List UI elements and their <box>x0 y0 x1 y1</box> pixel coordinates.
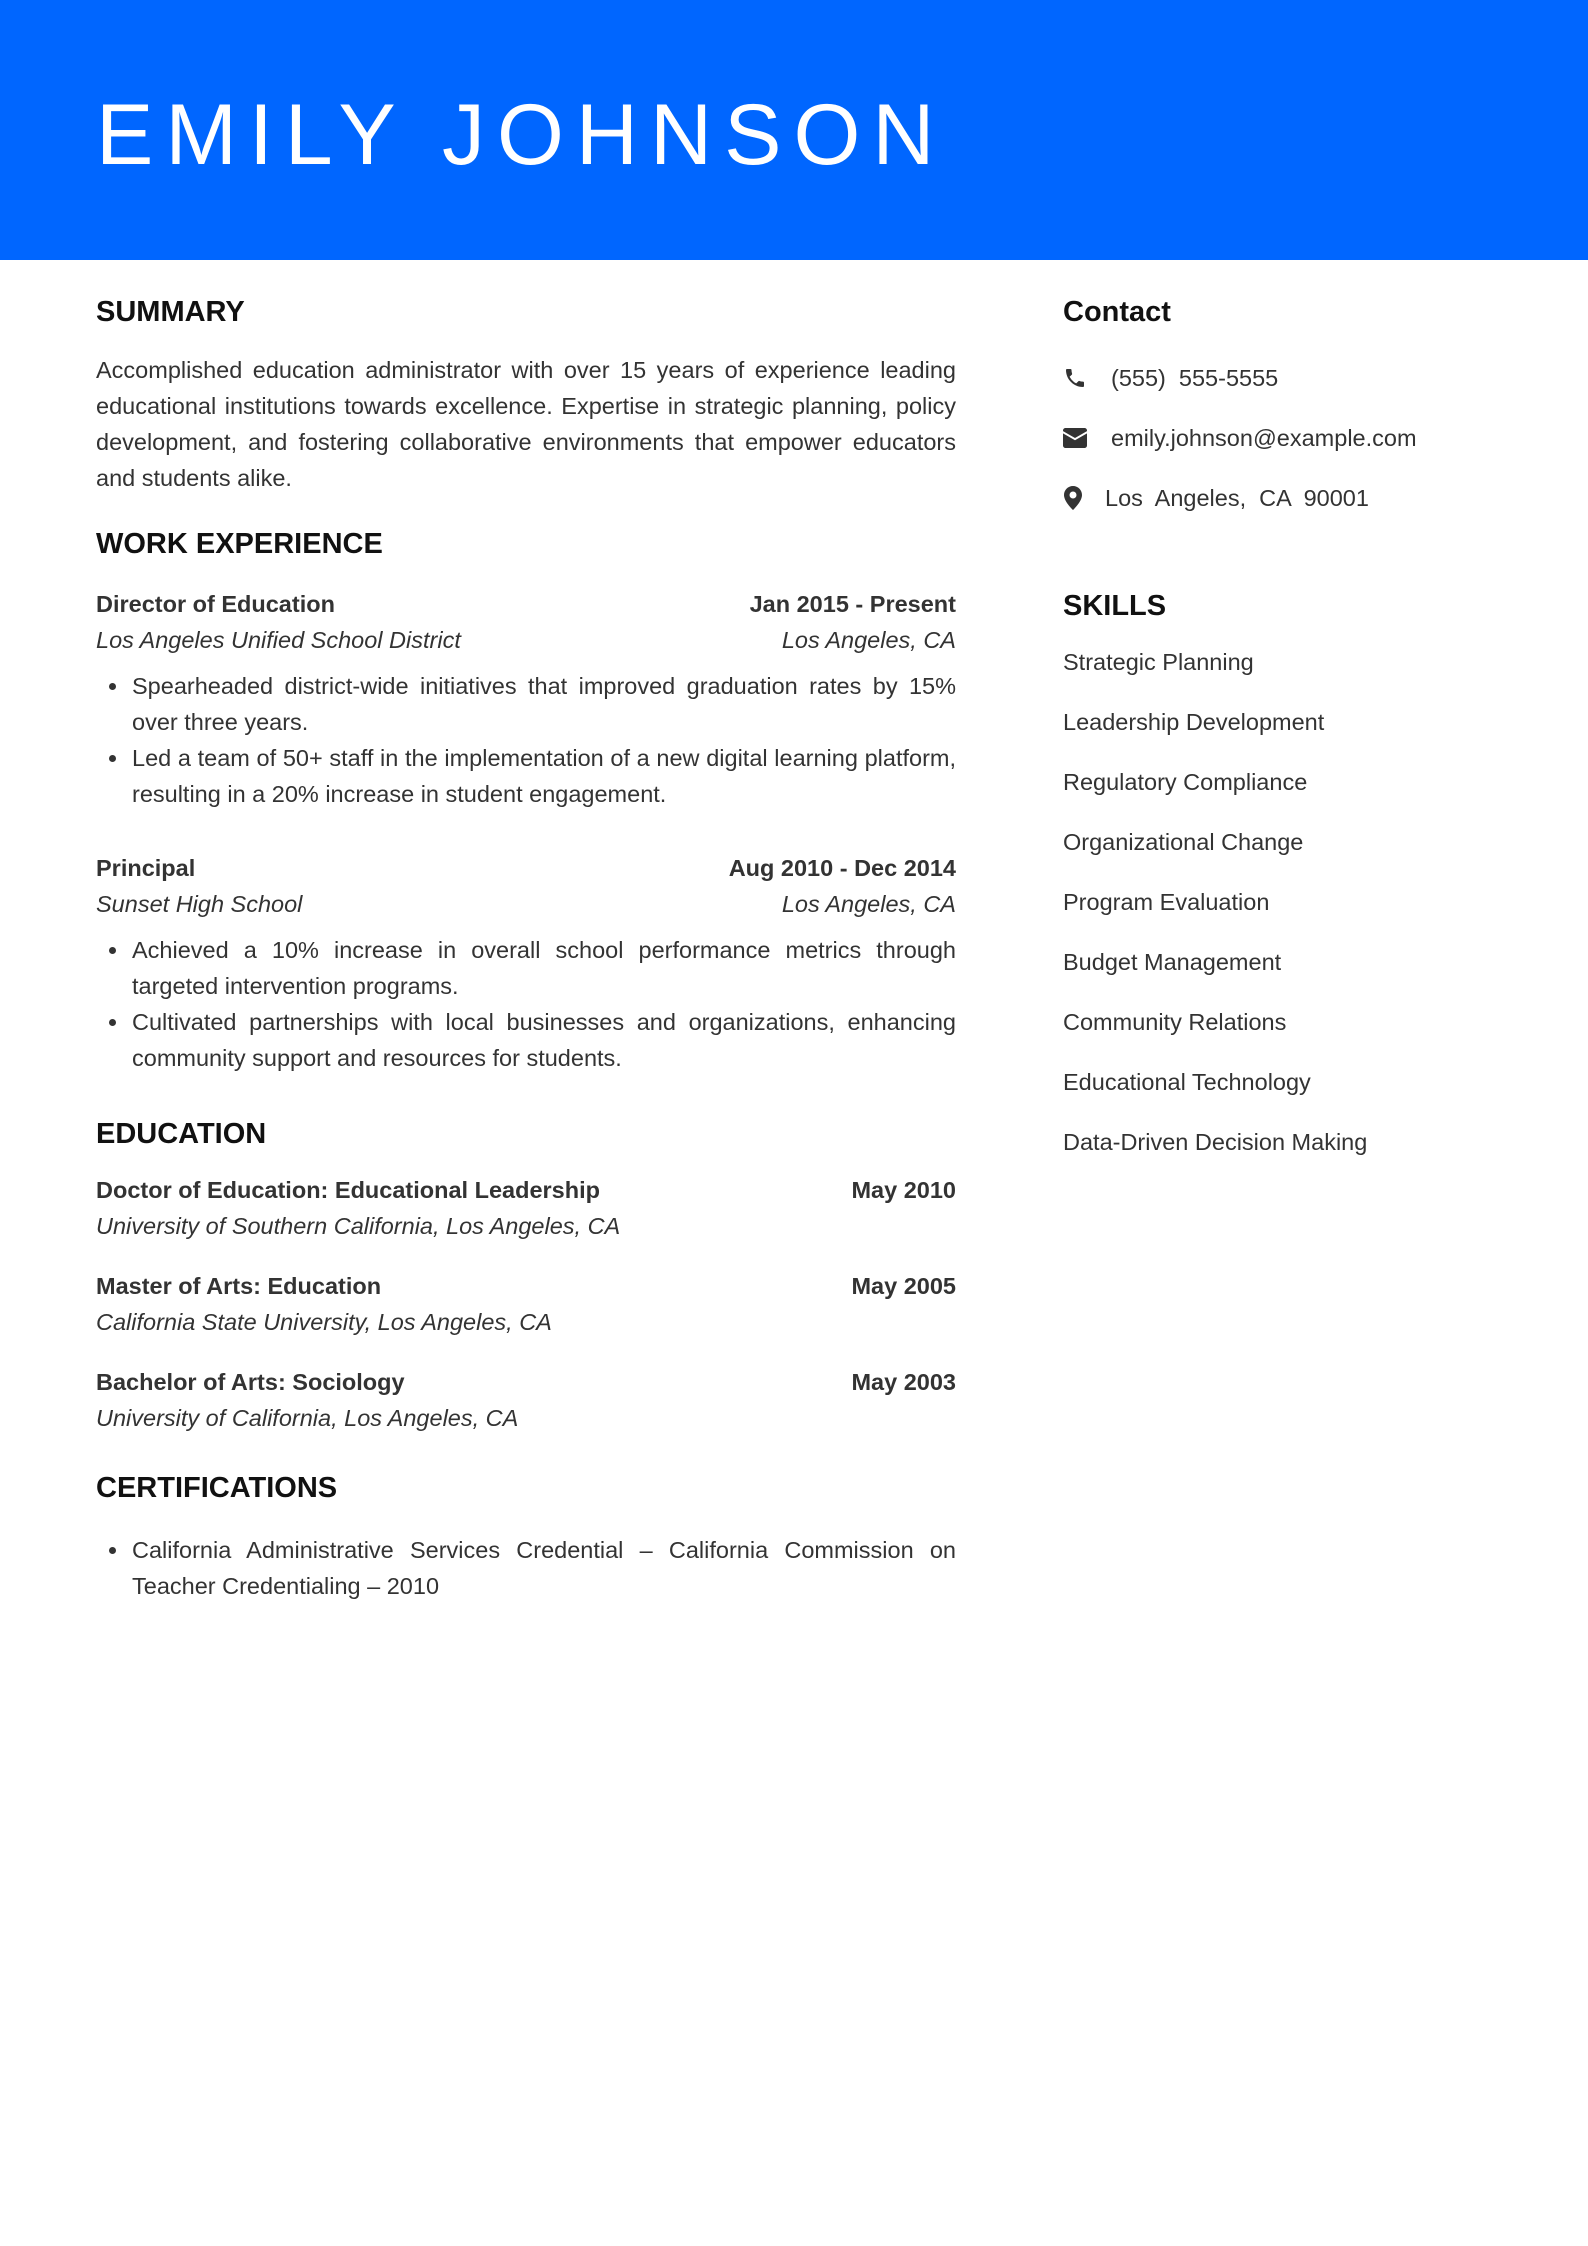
contact-section <box>1063 290 1503 528</box>
job-bullet: Achieved a 10% increase in overall school performance metrics through targeted intervention programs. <box>132 932 956 1004</box>
education-item <box>96 1268 956 1340</box>
degree: Doctor of Education: Educational Leadership <box>96 1177 600 1203</box>
email-address[interactable]: emily.johnson@example.com <box>1111 424 1417 451</box>
skills-section <box>1063 584 1503 1172</box>
skill-item: Program Evaluation <box>1063 889 1270 915</box>
candidate-name: EMILY JOHNSON <box>96 87 947 183</box>
phone-number[interactable]: (555) 555-5555 <box>1111 364 1279 391</box>
job-bullet: Cultivated partnerships with local businesses and organizations, enhancing community support and resources for students. <box>132 1004 956 1076</box>
degree-date: May 2005 <box>851 1273 956 1299</box>
certifications-title: CERTIFICATIONS <box>96 1472 338 1504</box>
contact-location <box>1063 468 1503 528</box>
summary-text: Accomplished education administrator with over 15 years of experience leading educational institutions towards excellence. Expertise in strategic planning, policy development, and fostering collaborative environments that empower educators and students alike. <box>96 357 956 491</box>
skill-item: Organizational Change <box>1063 829 1304 855</box>
skills-list <box>1063 632 1503 1172</box>
degree: Bachelor of Arts: Sociology <box>96 1369 405 1395</box>
job-bullet: Led a team of 50+ staff in the implementation of a new digital learning platform, resulting in a 20% increase in student engagement. <box>132 740 956 812</box>
skill-item: Budget Management <box>1063 949 1282 975</box>
job-entry <box>96 850 956 1076</box>
certification-item: California Administrative Services Credential – California Commission on Teacher Credentialing – 2010 <box>132 1532 956 1604</box>
degree-date: May 2003 <box>851 1369 956 1395</box>
job-organization: Los Angeles Unified School District <box>96 627 461 653</box>
skill-item: Leadership Development <box>1063 709 1325 735</box>
job-organization: Sunset High School <box>96 891 303 917</box>
skill-item: Strategic Planning <box>1063 649 1254 675</box>
contact-phone <box>1063 348 1503 408</box>
school: California State University, Los Angeles, CA <box>96 1309 552 1335</box>
job-entry <box>96 586 956 812</box>
job-role: Principal <box>96 855 196 881</box>
job-location: Los Angeles, CA <box>781 627 956 653</box>
sidebar-column <box>1063 290 1503 1172</box>
map-pin-icon <box>1063 486 1083 510</box>
education-item <box>96 1364 956 1436</box>
envelope-icon <box>1063 426 1087 450</box>
degree: Master of Arts: Education <box>96 1273 382 1299</box>
contact-title: Contact <box>1063 296 1171 328</box>
contact-email <box>1063 408 1503 468</box>
main-column <box>96 290 956 1604</box>
job-bullet: Spearheaded district-wide initiatives that improved graduation rates by 15% over three years. <box>132 668 956 740</box>
job-dates: Aug 2010 - Dec 2014 <box>728 855 956 881</box>
work-experience-title: WORK EXPERIENCE <box>96 528 383 560</box>
school: University of Southern California, Los Angeles, CA <box>96 1213 621 1239</box>
phone-icon <box>1063 366 1087 390</box>
certifications-list <box>96 1532 956 1604</box>
job-bullets <box>96 932 956 1076</box>
work-experience-section <box>96 522 956 1076</box>
education-title: EDUCATION <box>96 1118 267 1150</box>
skill-item: Regulatory Compliance <box>1063 769 1308 795</box>
skill-item: Educational Technology <box>1063 1069 1311 1095</box>
summary-title: SUMMARY <box>96 296 245 328</box>
location-text: Los Angeles, CA 90001 <box>1105 484 1369 511</box>
certifications-section <box>96 1466 956 1604</box>
job-role: Director of Education <box>96 591 335 617</box>
school: University of California, Los Angeles, CA <box>96 1405 519 1431</box>
education-section <box>96 1112 956 1436</box>
skills-title: SKILLS <box>1063 590 1167 622</box>
job-bullets <box>96 668 956 812</box>
skill-item: Community Relations <box>1063 1009 1287 1035</box>
education-item <box>96 1172 956 1244</box>
degree-date: May 2010 <box>851 1177 956 1203</box>
job-location: Los Angeles, CA <box>781 891 956 917</box>
skill-item: Data-Driven Decision Making <box>1063 1129 1368 1155</box>
header-banner <box>0 0 1588 260</box>
job-dates: Jan 2015 - Present <box>749 591 956 617</box>
summary-section <box>96 290 956 496</box>
